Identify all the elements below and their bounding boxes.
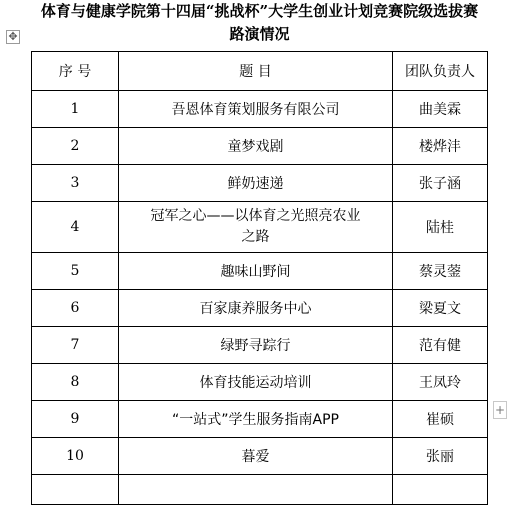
row-name-cell[interactable] xyxy=(119,202,393,253)
roadshow-table xyxy=(31,51,488,505)
move-icon[interactable]: ✥ xyxy=(6,30,20,44)
title-line-1: 体育与健康学院第十四届“挑战杯”大学生创业计划竞赛院级选拔赛 xyxy=(40,2,479,20)
row-name: 冠军之心——以体育之光照亮农业之路 xyxy=(150,208,361,245)
row-name[interactable]: 童梦戏剧 xyxy=(119,128,393,165)
table-row xyxy=(32,91,488,128)
table-row xyxy=(32,165,488,202)
row-leader[interactable]: 张丽 xyxy=(393,438,488,475)
row-leader[interactable]: 蔡灵蓥 xyxy=(393,253,488,290)
table-row xyxy=(32,401,488,438)
table-row xyxy=(32,202,488,253)
row-num[interactable]: 5 xyxy=(32,253,119,290)
table-row xyxy=(32,253,488,290)
row-num[interactable]: 4 xyxy=(32,202,119,253)
row-num[interactable]: 2 xyxy=(32,128,119,165)
table-row xyxy=(32,475,488,505)
header-leader: 团队负责人 xyxy=(393,52,488,91)
row-num[interactable]: 1 xyxy=(32,91,119,128)
row-num[interactable]: 8 xyxy=(32,364,119,401)
table-header-row xyxy=(32,52,488,91)
row-name[interactable] xyxy=(119,475,393,505)
row-leader[interactable]: 崔硕 xyxy=(393,401,488,438)
row-name[interactable]: 百家康养服务中心 xyxy=(119,290,393,327)
table-row xyxy=(32,128,488,165)
row-num[interactable]: 9 xyxy=(32,401,119,438)
header-num: 序 号 xyxy=(32,52,119,91)
row-leader[interactable]: 曲美霖 xyxy=(393,91,488,128)
row-num[interactable]: 7 xyxy=(32,327,119,364)
row-leader[interactable]: 张子涵 xyxy=(393,165,488,202)
plus-icon[interactable]: + xyxy=(494,403,506,417)
row-name[interactable]: 鲜奶速递 xyxy=(119,165,393,202)
table-row xyxy=(32,327,488,364)
header-name: 题 目 xyxy=(119,52,393,91)
document-title xyxy=(0,0,519,46)
row-num[interactable] xyxy=(32,475,119,505)
table-row xyxy=(32,364,488,401)
row-name[interactable]: 趣味山野间 xyxy=(119,253,393,290)
row-num[interactable]: 3 xyxy=(32,165,119,202)
row-num[interactable]: 6 xyxy=(32,290,119,327)
row-name[interactable]: 暮爱 xyxy=(119,438,393,475)
table-row xyxy=(32,438,488,475)
row-leader[interactable]: 范有健 xyxy=(393,327,488,364)
row-name[interactable]: 绿野寻踪行 xyxy=(119,327,393,364)
row-leader[interactable]: 楼烨沣 xyxy=(393,128,488,165)
row-leader[interactable]: 陆桂 xyxy=(393,202,488,253)
row-name[interactable]: 体育技能运动培训 xyxy=(119,364,393,401)
row-leader[interactable]: 梁夏文 xyxy=(393,290,488,327)
row-leader[interactable] xyxy=(393,475,488,505)
row-name[interactable]: 吾恩体育策划服务有限公司 xyxy=(119,91,393,128)
table-row xyxy=(32,290,488,327)
title-line-2: 路演情况 xyxy=(229,25,290,43)
row-leader[interactable]: 王凤玲 xyxy=(393,364,488,401)
row-name[interactable]: “一站式”学生服务指南APP xyxy=(119,401,393,438)
row-num[interactable]: 10 xyxy=(32,438,119,475)
